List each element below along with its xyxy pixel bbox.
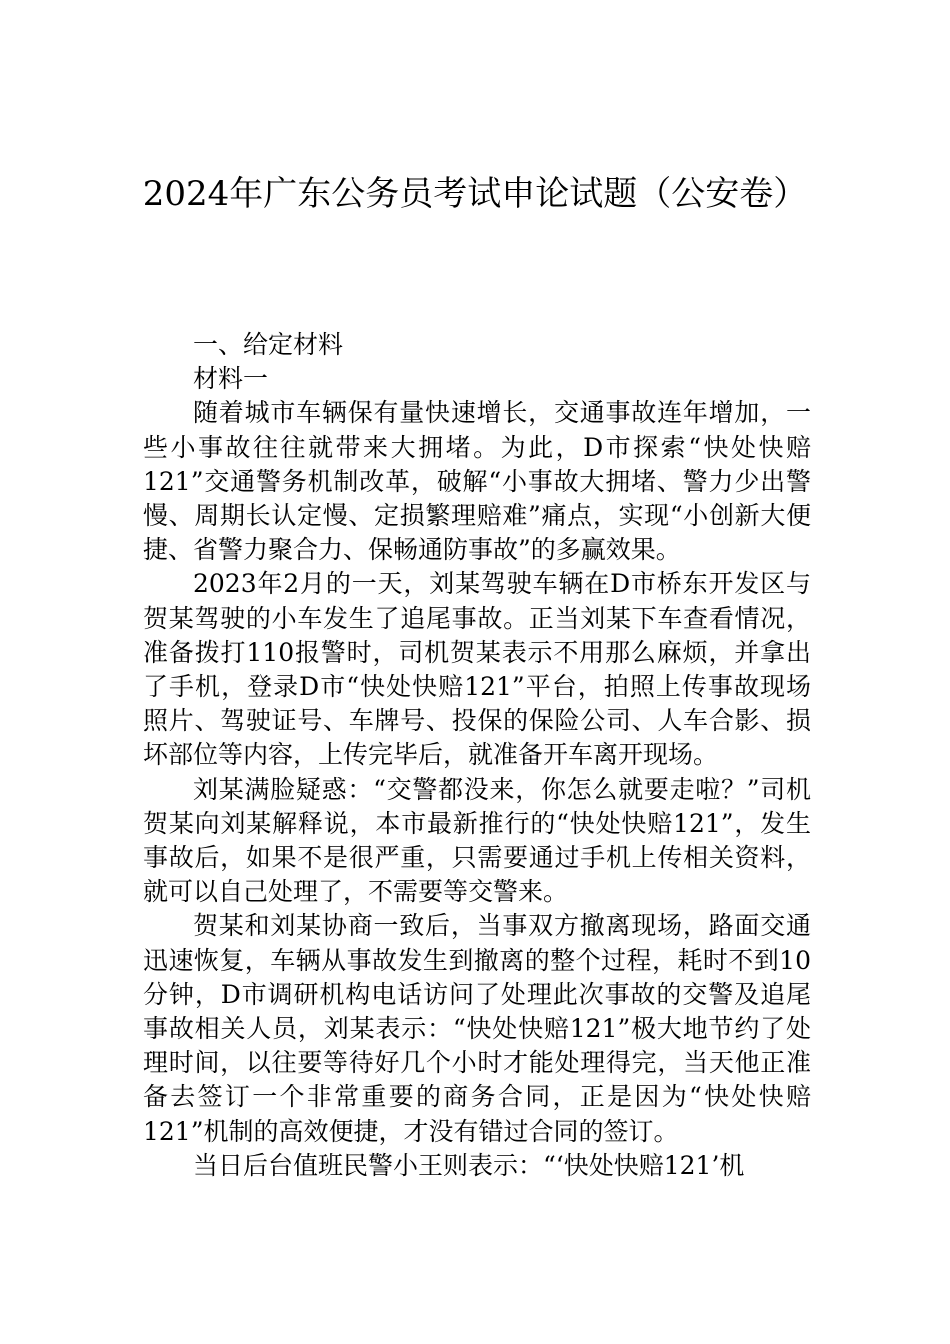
document-title: 2024年广东公务员考试申论试题（公安卷）	[142, 174, 808, 214]
material-heading: 材料一	[193, 364, 269, 394]
paragraph: 随着城市车辆保有量快速增长，交通事故连年增加，一些小事故往往就带来大拥堵。为此，D市探索“快处快赔121”交通警务机制改革，破解“小事故大拥堵、警力少出警慢、周期长认定慢、定损繁理赔难”痛点，实现“小创新大便捷、省警力聚合力、保畅通防事故”的多赢效果。	[143, 398, 811, 565]
document-body	[143, 328, 811, 1183]
section-heading: 一、给定材料	[193, 330, 344, 359]
paragraph: 2023年2月的一天，刘某驾驶车辆在D市桥东开发区与贺某驾驶的小车发生了追尾事故。正当刘某下车查看情况，准备拨打110报警时，司机贺某表示不用那么麻烦，并拿出了手机，登录D市“快处快赔121”平台，拍照上传事故现场照片、驾驶证号、车牌号、投保的保险公司、人车合影、损坏部位等内容，上传完毕后，就准备开车离开现场。	[143, 569, 811, 770]
paragraph: 贺某和刘某协商一致后，当事双方撤离现场，路面交通迅速恢复，车辆从事故发生到撤离的整个过程，耗时不到10分钟，D市调研机构电话访问了处理此次事故的交警及追尾事故相关人员，刘某表示：“快处快赔121”极大地节约了处理时间，以往要等待好几个小时才能处理得完，当天他正准备去签订一个非常重要的商务合同，正是因为“快处快赔121”机制的高效便捷，才没有错过合同的签订。	[143, 911, 811, 1146]
paragraph: 刘某满脸疑惑：“交警都没来，你怎么就要走啦？”司机贺某向刘某解释说，本市最新推行的“快处快赔121”，发生事故后，如果不是很严重，只需要通过手机上传相关资料，就可以自己处理了，不需要等交警来。	[143, 774, 811, 907]
paragraph: 当日后台值班民警小王则表示：“‘快处快赔121’机	[193, 1150, 745, 1180]
